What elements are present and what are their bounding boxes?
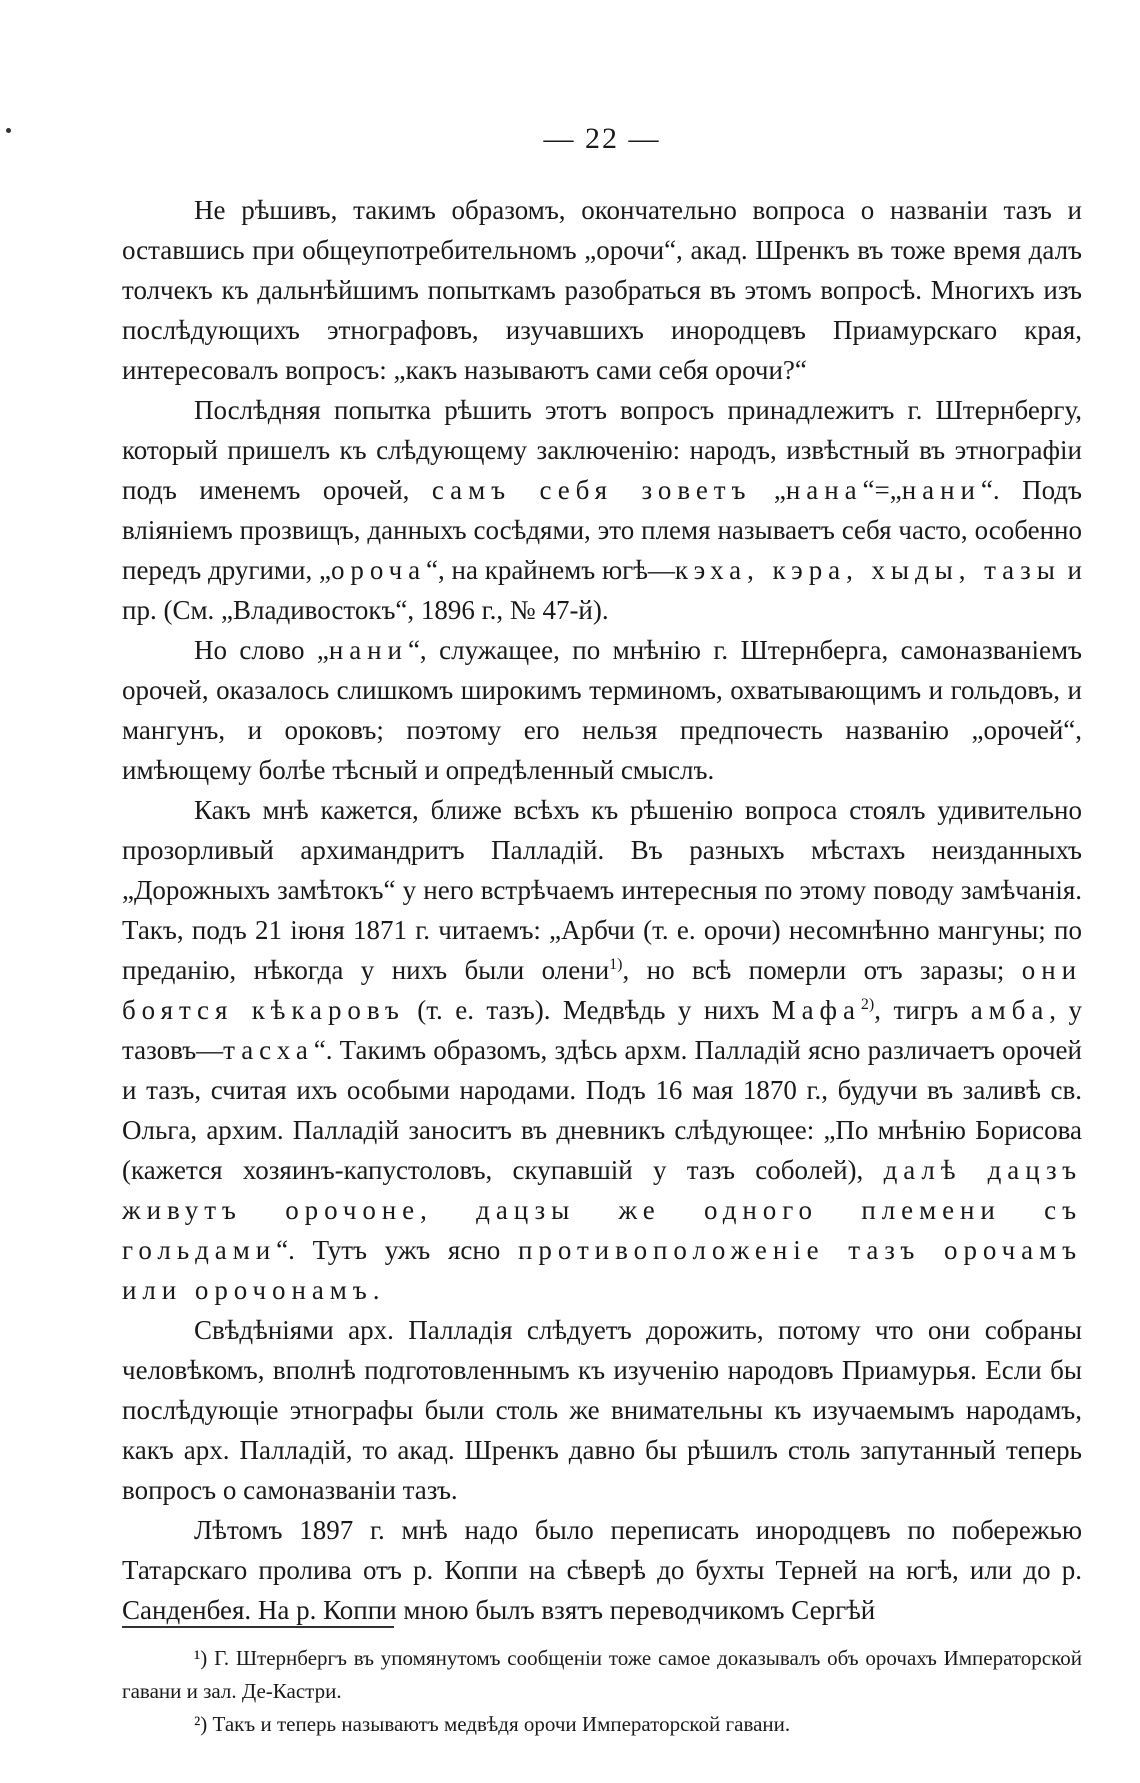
text-run: Не рѣшивъ, такимъ образомъ, окончательно вопроса о названіи тазъ и оставшись при общеупотребительномъ „орочи“, акад. Шренкъ въ тоже время далъ толчекъ къ дальнѣйшимъ попыткамъ разобраться въ этомъ вопросѣ. Многихъ изъ послѣдующихъ этнографовъ, изучавшихъ инородцевъ Приамурскаго края, интересовалъ вопросъ: „какъ называютъ сами себя орочи?“ [122, 195, 1082, 385]
text-run: “, служащее, по мнѣнію г. Штернберга, самоназваніемъ орочей, оказалось слишкомъ широкимъ терминомъ, охватывающимъ и гольдовъ, и мангунъ, и ороковъ; поэтому его нельзя предпочесть названію „орочей“, имѣющему болѣе тѣсный и опредѣленный смыслъ. [122, 635, 1082, 785]
text-run: , но всѣ померли отъ заразы; [622, 955, 1022, 985]
emphasized-text: тасха [223, 1035, 314, 1065]
text-run: “. Тутъ ужъ ясно [276, 1235, 519, 1265]
emphasized-text: нани [901, 475, 981, 505]
text-run: . [372, 1275, 380, 1305]
text-run: Какъ мнѣ кажется, ближе всѣхъ къ рѣшенію вопроса стоялъ удивительно прозорливый архимандритъ Палладій. Въ разныхъ мѣстахъ неизданныхъ „Дорожныхъ замѣтокъ“ у него встрѣчаемъ интересныя по этому поводу замѣчанія. Такъ, подъ 21 іюня 1871 г. читаемъ: „Арбчи (т. е. орочи) несомнѣнно мангуны; по преданію, нѣкогда у нихъ были олени [122, 795, 1082, 985]
text-run: “=„ [862, 475, 902, 505]
emphasized-text: нани [328, 635, 408, 665]
paragraph-3 [122, 630, 1082, 790]
paragraph-2 [122, 390, 1082, 630]
paragraph-1 [122, 190, 1082, 390]
text-run: Послѣдняя попытка рѣшить этотъ вопросъ принадлежитъ г. Штернбергу, который пришелъ къ слѣдующему заключенію: народъ, извѣстный въ этнографіи подъ именемъ орочей, [122, 395, 1082, 505]
emphasized-text: далѣ дацзъ живутъ орочоне, дацзы же одного племени съ гольдами [122, 1155, 1082, 1265]
emphasized-text: нана [785, 475, 863, 505]
emphasized-text: кэха, кэра, хыды, тазы [674, 555, 1061, 585]
body-text [122, 190, 1082, 1630]
emphasized-text: амба [970, 995, 1050, 1025]
footnote-1: ¹) Г. Штернбергъ въ упомянутомъ сообщеніи тоже самое доказывалъ объ орочахъ Императорской гавани и зал. Де-Кастри. [122, 1646, 1082, 1703]
footnote-ref: 2) [860, 996, 875, 1013]
text-run: , у тазовъ— [122, 995, 1082, 1065]
text-run: “. Подъ вліяніемъ прозвищъ, данныхъ сосѣдями, это племя называетъ себя часто, особенно передъ другими, „ [122, 475, 1082, 585]
emphasized-text: ороча [330, 555, 427, 585]
scan-speck [6, 128, 11, 133]
emphasized-text: Мафа [771, 995, 861, 1025]
text-run: “. Такимъ образомъ, здѣсь архм. Палладій ясно различаетъ орочей и тазъ, считая ихъ особыми народами. Подъ 16 мая 1870 г., будучи въ заливѣ св. Ольга, архим. Палладій заноситъ въ дневникъ слѣдующее: „По мнѣнію Борисова (кажется хозяинъ-капустоловъ, скупавшій у тазъ соболей), [122, 1035, 1082, 1185]
emphasized-text: самъ себя зоветъ [431, 475, 752, 505]
text-run: „ [751, 475, 786, 505]
book-page [122, 0, 1082, 1783]
text-run: Но слово „ [194, 635, 329, 665]
footnote-divider [122, 1626, 394, 1628]
paragraph-5 [122, 1310, 1082, 1510]
page-number: — 22 — [543, 122, 661, 155]
footnote-ref: 1) [609, 956, 623, 973]
text-run: и пр. (См. „Владивостокъ“, 1896 г., № 47-й). [122, 555, 1083, 625]
emphasized-text: противоположеніе тазъ орочамъ или орочонамъ [122, 1235, 1083, 1305]
paragraph-4 [122, 790, 1082, 1310]
text-run: (т. е. тазъ). Медвѣдь у нихъ [404, 995, 772, 1025]
text-run: Свѣдѣніями арх. Палладія слѣдуетъ дорожить, потому что они собраны человѣкомъ, вполнѣ подготовленнымъ къ изученію народовъ Приамурья. Если бы послѣдующіе этнографы были столь же внимательны къ изучаемымъ народамъ, какъ арх. Палладій, то акад. Шренкъ давно бы рѣшилъ столь запутанный теперь вопросъ о самоназваніи тазъ. [122, 1315, 1082, 1505]
paragraph-6 [122, 1510, 1082, 1630]
text-run: Лѣтомъ 1897 г. мнѣ надо было переписать инородцевъ по побережью Татарскаго пролива отъ р. Коппи на сѣверѣ до бухты Терней на югѣ, или до р. Санденбея. На р. Коппи мною былъ взятъ переводчикомъ Сергѣй [122, 1515, 1082, 1625]
footnotes [122, 1642, 1082, 1741]
footnote-2: ²) Такъ и теперь называютъ медвѣдя орочи Императорской гавани. [194, 1712, 791, 1736]
text-run: “, на крайнемъ югѣ— [426, 555, 675, 585]
text-run: , тигръ [874, 995, 971, 1025]
emphasized-text: они боятся кѣкаровъ [122, 955, 1083, 1025]
